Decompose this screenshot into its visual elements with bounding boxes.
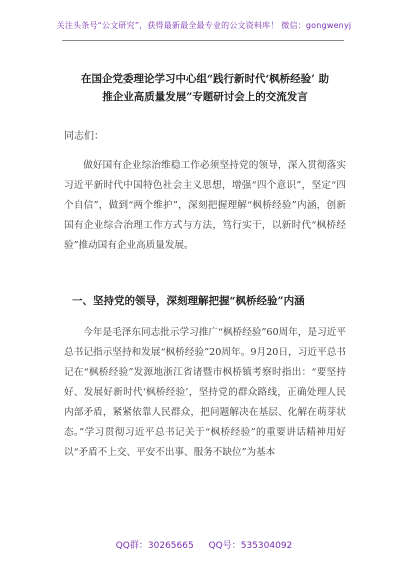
title-line-1: 在国企党委理论学习中心组“践行新时代‘枫桥经验’ 助 [80, 73, 329, 85]
section-heading-1: 一、坚持党的领导，深刻理解把握“枫桥经验”内涵 [72, 295, 305, 307]
footer-qq-group: QQ群：30265665 [115, 541, 194, 551]
salutation: 同志们： [64, 131, 104, 142]
document-title [64, 70, 346, 106]
footer-contact [0, 538, 408, 551]
paragraph-section-1: 今年是毛泽东同志批示学习推广“枫桥经验”60周年，是习近平总书记指示坚持和发展“枫桥经验”20周年。9月20日，习近平总书记在“枫桥经验”发源地浙江省诸暨市枫桥镇考察时指出：“要坚持好、发展好新时代‘枫桥经验’，坚持党的群众路线，正确处理人民内部矛盾，紧紧依靠人民群众，把问题解决在基层、化解在萌芽状态。”学习贯彻习近平总书记关于“枫桥经验”的重要讲话精神用好以“矛盾不上交、平安不出事、服务不缺位”为基本 [64, 327, 346, 458]
footer-qq-number: QQ号：535304092 [208, 541, 293, 551]
paragraph-intro: 做好国有企业综治维稳工作必须坚持党的领导，深入贯彻落实习近平新时代中国特色社会主义思想，增强“四个意识”，坚定“四个自信”，做到“两个维护”，深刻把握理解“枫桥经验”内涵，创新国有企业综合治理工作方式与方法，笃行实干，以新时代“枫桥经验”推动国有企业高质量发展。 [64, 160, 346, 251]
header-banner: 关注头条号“公文研究”，获得最新最全最专业的公文资料库！ 微信：gongwenyj [56, 21, 352, 30]
title-line-2: 推企业高质量发展”专题研讨会上的交流发言 [102, 91, 308, 103]
header-divider [62, 40, 344, 41]
